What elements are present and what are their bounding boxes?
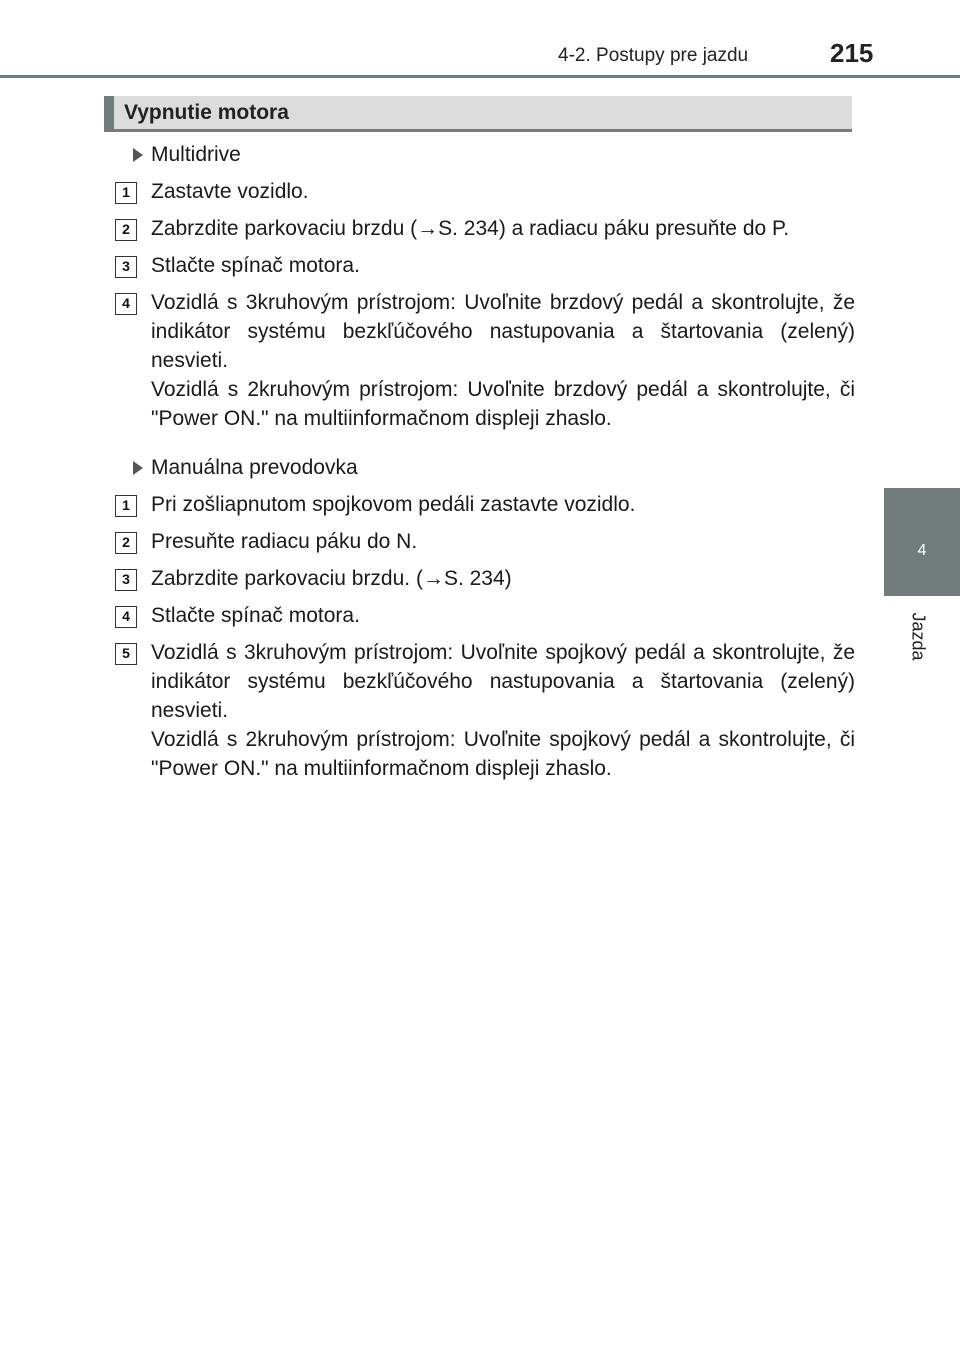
- section-title: Vypnutie motora: [124, 101, 289, 124]
- step-item: [115, 601, 855, 630]
- step-number-box: 2: [115, 532, 137, 554]
- step-text: [151, 527, 855, 556]
- step-number-box: 1: [115, 182, 137, 204]
- page-number: 215: [830, 38, 874, 68]
- step-paragraph: Stlačte spínač motora.: [151, 604, 360, 627]
- section-reference: 4-2. Postupy pre jazdu: [558, 45, 749, 66]
- section-heading-bar: [104, 96, 852, 132]
- subheading-label: Multidrive: [151, 143, 241, 166]
- subheading-manual: [115, 453, 855, 482]
- subheading-multidrive: [115, 140, 855, 169]
- step-paragraph: Vozidlá s 3kruhovým prístrojom: Uvoľnite spojkový pedál a skontrolujte, že indikátor systému bezkľúčového nastupovania a štartovania (zelený) nesvieti.: [151, 641, 855, 722]
- step-item: [115, 490, 855, 519]
- subheading-label: Manuálna prevodovka: [151, 456, 358, 479]
- triangle-bullet-icon: [133, 461, 143, 475]
- step-paragraph: Vozidlá s 2kruhovým prístrojom: Uvoľnite brzdový pedál a skontrolujte, či "Power ON." na multiinformačnom displeji zhaslo.: [151, 378, 855, 430]
- step-paragraph: Zastavte vozidlo.: [151, 180, 309, 203]
- step-number-box: 4: [115, 293, 137, 315]
- step-item: [115, 214, 855, 243]
- step-item: [115, 251, 855, 280]
- chapter-label-text: Jazda: [908, 611, 929, 661]
- chapter-label: [898, 606, 938, 666]
- step-paragraph: Pri zošliapnutom spojkovom pedáli zastavte vozidlo.: [151, 493, 636, 516]
- step-number-box: 5: [115, 643, 137, 665]
- chapter-number: 4: [917, 542, 927, 559]
- header-rule: [0, 75, 960, 78]
- step-paragraph: Vozidlá s 3kruhovým prístrojom: Uvoľnite brzdový pedál a skontrolujte, že indikátor systému bezkľúčového nastupovania a štartovania (zelený) nesvieti.: [151, 291, 855, 372]
- step-paragraph: Presuňte radiacu páku do N.: [151, 530, 418, 553]
- step-item: [115, 527, 855, 556]
- step-number-box: 3: [115, 569, 137, 591]
- step-number-box: 1: [115, 495, 137, 517]
- step-number-box: 3: [115, 256, 137, 278]
- step-text: [151, 638, 855, 783]
- step-paragraph: Vozidlá s 2kruhovým prístrojom: Uvoľnite spojkový pedál a skontrolujte, či "Power ON." na multiinformačnom displeji zhaslo.: [151, 728, 855, 780]
- step-number-box: 4: [115, 606, 137, 628]
- section-bar-accent: [104, 96, 114, 129]
- step-paragraph: Stlačte spínač motora.: [151, 254, 360, 277]
- step-text: [151, 177, 855, 206]
- step-text: [151, 251, 855, 280]
- step-text: [151, 288, 855, 433]
- step-item: [115, 564, 855, 593]
- step-text: [151, 214, 855, 243]
- step-number-box: 2: [115, 219, 137, 241]
- step-item: [115, 638, 855, 783]
- step-text: [151, 601, 855, 630]
- step-text: [151, 490, 855, 519]
- spacer: [115, 441, 855, 453]
- step-item: [115, 288, 855, 433]
- step-paragraph: Zabrzdite parkovaciu brzdu. (→S. 234): [151, 567, 512, 590]
- main-content: [115, 140, 855, 791]
- triangle-bullet-icon: [133, 148, 143, 162]
- chapter-tab: [884, 488, 960, 596]
- step-paragraph: Zabrzdite parkovaciu brzdu (→S. 234) a radiacu páku presuňte do P.: [151, 217, 790, 240]
- step-text: [151, 564, 855, 593]
- step-item: [115, 177, 855, 206]
